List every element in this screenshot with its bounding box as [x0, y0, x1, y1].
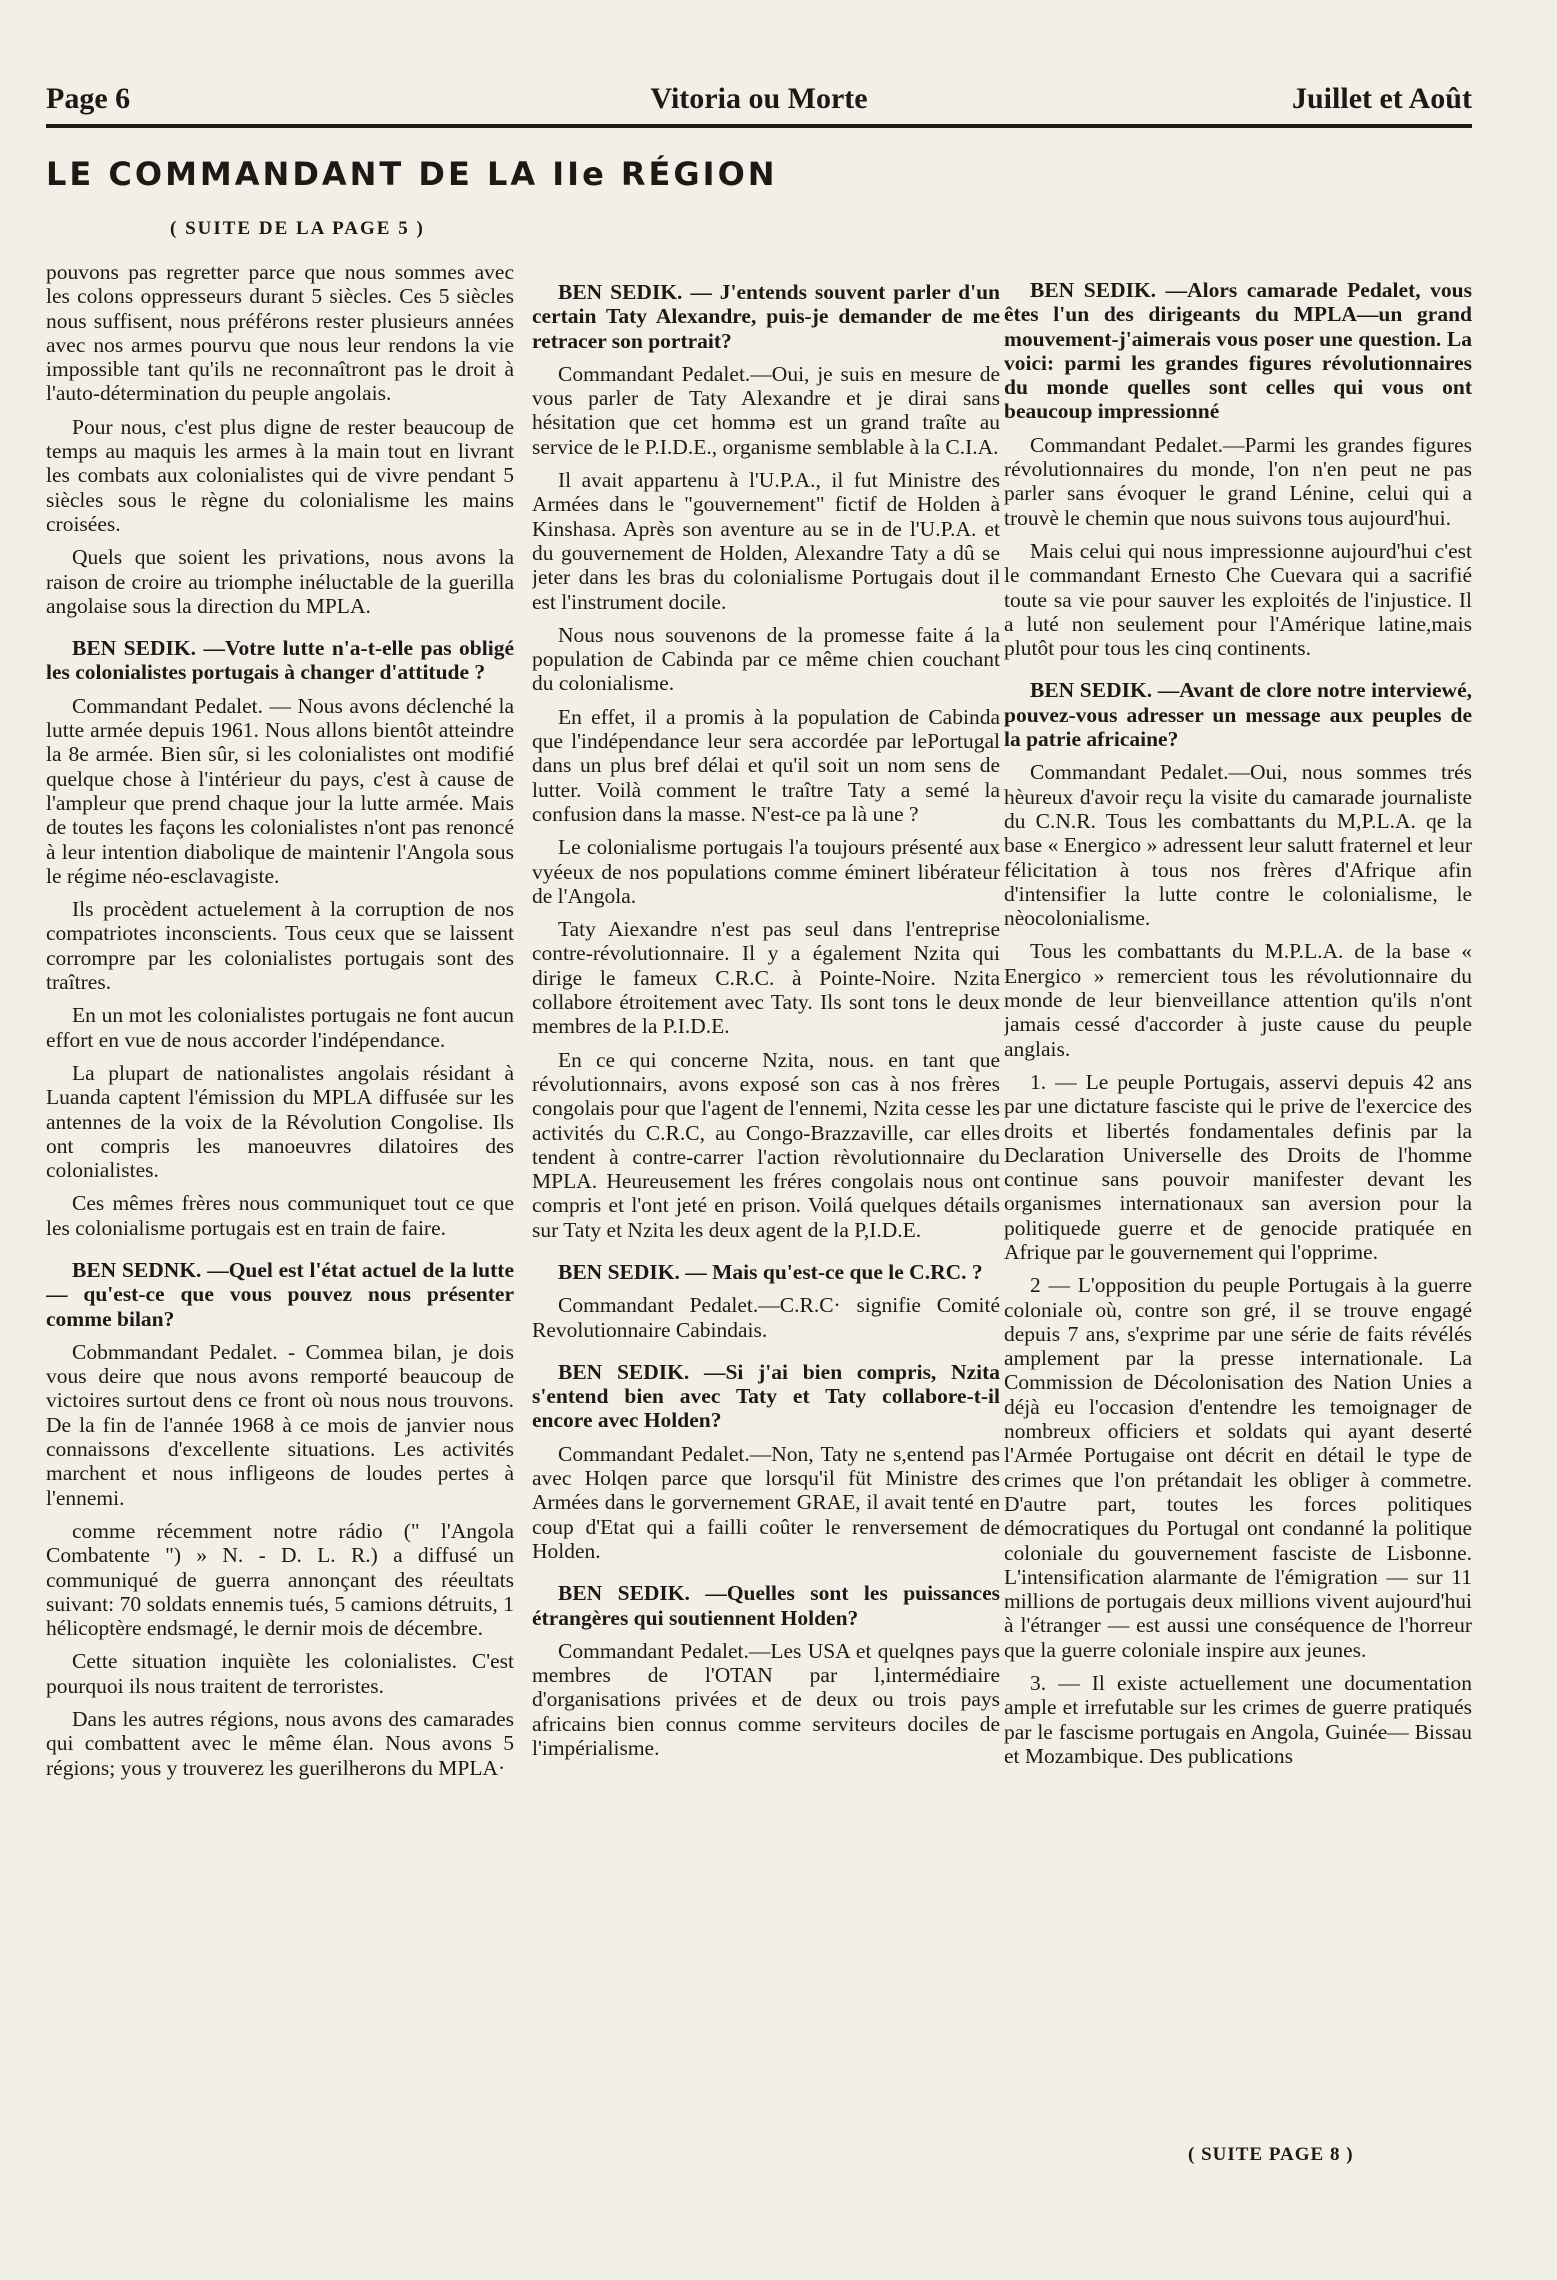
- page-header: [46, 82, 1472, 122]
- article-paragraph: En ce qui concerne Nzita, nous. en tant que révolutionnairs, avons exposé son cas à nos frères congolais pour que l'agent de l'ennemi, Nzita cesse les activités du C.R.C, au Congo-Brazzaville, car elles tendent à contre-carrer l'action rèvolutionnaire du MPLA. Heureusement les fréres congolais nous ont compris et l'ont jeté en prison. Voilá quelques détails sur Taty et Nzita les deux agent de la P,I.D.E.: [532, 1047, 1000, 1242]
- article-paragraph: Ils procèdent actuelement à la corruption de nos compatriotes inconscients. Tous ceux que se laissent corrompre par les colonialistes portugais sont des traîtres.: [46, 897, 514, 995]
- article-paragraph: Dans les autres régions, nous avons des camarades qui combattent avec le même élan. Nous avons 5 régions; yous y trouverez les guerilherons du MPLA·: [46, 1707, 514, 1780]
- article-title: LE COMMANDANT DE LA IIe RÉGION: [46, 155, 778, 193]
- article-paragraph: La plupart de nationalistes angolais résidant à Luanda captent l'émission du MPLA diffusée sur les antennes de la voix de la Révolution Congolise. Ils ont compris les manoeuvres dilatoires des colonialistes.: [46, 1060, 514, 1183]
- question-text: — J'entends souvent parler d'un certain Taty Alexandre, puis-je demander de me retracer son portrait?: [532, 280, 1000, 353]
- page-number: Page 6: [46, 82, 131, 115]
- continued-from-note: ( SUITE DE LA PAGE 5 ): [170, 218, 425, 239]
- column-3: [1004, 260, 1472, 2220]
- article-paragraph: comme récemment notre rádio (" l'Angola Combatente ") » N. - D. L. R.) a diffusé un communiqué de guerra annonçant des réeultats suivant: 70 soldats ennemis tués, 5 camions détruits, 1 hélicoptère endsmagé, le dernir mois de décembre.: [46, 1518, 514, 1641]
- speaker-name: BEN SEDIK.: [1030, 678, 1153, 703]
- article-paragraph: Commandant Pedalet.—Oui, nous sommes trés hèureux d'avoir reçu la visite du camarade journaliste du C.N.R. Tous les combattants du M,P.L.A. qe la base « Energico » adressent leur salutt fraternel et leur félicitation à tous nos frères d'Afrique afin d'intensifier la lutte contre le colonialisme, le nèocolonialisme.: [1004, 760, 1472, 931]
- article-paragraph: Nous nous souvenons de la promesse faite á la population de Cabinda par ce même chien couchant du colonialisme.: [532, 622, 1000, 696]
- interview-question: [1004, 278, 1472, 424]
- article-paragraph: Commandant Pedalet. — Nous avons déclenché la lutte armée depuis 1961. Nous allons bientôt atteindre la 8e armée. Bien sûr, si les colonialistes ont modifié quelque chose à l'intérieur du pays, c'est à cause de l'ampleur que prend chaque jour la lutte armée. Mais de toutes les façons les colonialistes n'ont pas renoncé à leur intention diabolique de maintenir l'Angola sous le régime néo-esclavagiste.: [46, 693, 514, 888]
- question-text: —Si j'ai bien compris, Nzita s'entend bien avec Taty et Taty collabore-t-il encore avec Holden?: [532, 1359, 1000, 1433]
- question-text: —Avant de clore notre interviewé, pouvez-vous adresser un message aux peuples de la patrie africaine?: [1004, 678, 1472, 752]
- interview-question: [1004, 678, 1472, 751]
- speaker-name: BEN SEDIK.: [558, 1581, 690, 1606]
- article-paragraph: Commandant Pedalet.—Non, Taty ne s,entend pas avec Holqen parce que lorsqu'il füt Ministre des Armées dans le gorvernement GRAE, il avait tenté en coup d'Etat qui a failli coûter le renversement de Holden.: [532, 1441, 1000, 1563]
- question-text: —Alors camarade Pedalet, vous êtes l'un des dirigeants du MPLA—un grand mouvement-j'aimerais vous poser une question. La voici: parmi les grandes figures révolutionnaires du monde quelles sont celles qui vous ont beaucoup impressionné: [1004, 278, 1472, 424]
- question-text: —Quel est l'état actuel de la lutte — qu'est-ce que vous pouvez nous présenter comme bilan?: [46, 1257, 514, 1331]
- publication-name: Vitoria ou Morte: [650, 82, 868, 115]
- speaker-name: BEN SEDIK.: [72, 636, 196, 661]
- article-paragraph: Il avait appartenu à l'U.P.A., il fut Ministre des Armées dans le "gouvernement" fictif de Holden à Kinshasa. Après son aventure au se in de l'U.P.A. et du gouvernement de Holden, Alexandre Taty a dû se jeter dans les bras du colonialisme Portugais dout il est l'instrument docile.: [532, 468, 1000, 614]
- issue-date: Juillet et Août: [1292, 82, 1472, 115]
- article-paragraph: Ces mêmes frères nous communiquet tout ce que les colonialisme portugais est en train de faire.: [46, 1191, 514, 1240]
- question-text: —Quelles sont les puissances étrangères qui soutiennent Holden?: [532, 1581, 1000, 1630]
- speaker-name: BEN SEDNK.: [72, 1257, 202, 1282]
- article-paragraph: En effet, il a promis à la population de Cabinda que l'indépendance leur sera accordée par lePortugal dans un plus bref délai et qu'il soit un nom sens de lutter. Voilà comment le traître Taty a semé la confusion dans la masse. N'est-ce pa là une ?: [532, 704, 1000, 826]
- header-rule: [46, 124, 1472, 128]
- article-paragraph: pouvons pas regretter parce que nous sommes avec les colons oppresseurs durant 5 siècles. Ces 5 siècles nous suffisent, nous préférons rester plusieurs années avec nos armes pourvu que nous leur rendons la vie impossible tant qu'ils ne reconnaîtront pas le droit à l'auto-détermination du peuple angolais.: [46, 260, 514, 406]
- article-paragraph: Commandant Pedalet.—Parmi les grandes figures révolutionnaires du monde, l'on n'en peut ne pas parler sans évoquer le grand Lénine, celui qui a trouvè le chemin que nous suivons tous aujourd'hui.: [1004, 432, 1472, 530]
- interview-question: [532, 280, 1000, 353]
- speaker-name: BEN SEDIK.: [558, 280, 683, 304]
- column-2: [532, 262, 1000, 2222]
- speaker-name: BEN SEDIK.: [558, 1259, 680, 1284]
- article-paragraph: Cette situation inquiète les colonialistes. C'est pourquoi ils nous traitent de terroristes.: [46, 1649, 514, 1698]
- article-paragraph: Mais celui qui nous impressionne aujourd'hui c'est le commandant Ernesto Che Cuevara qui a sacrifié toute sa vie pour sauver les exploités de l'injustice. Il a luté non seulement pour l'Amérique latine,mais plutôt pour tous les cinq continents.: [1004, 538, 1472, 661]
- question-text: —Votre lutte n'a-t-elle pas obligé les colonialistes portugais à changer d'attitude ?: [46, 636, 514, 685]
- article-paragraph: Commandant Pedalet.—Les USA et quelqnes pays membres de l'OTAN par l,intermédiaire d'organisations privées et de deux ou trois pays africains bien connus comme serviteurs dociles de l'impérialisme.: [532, 1638, 1000, 1761]
- article-paragraph: 3. — Il existe actuellement une documentation ample et irrefutable sur les crimes de guerre pratiqués par le fascisme portugais en Angola, Guinée— Bissau et Mozambique. Des publications: [1004, 1671, 1472, 1768]
- article-paragraph: Le colonialisme portugais l'a toujours présenté aux vyéeux de nos populations comme éminert libérateur de l'Angola.: [532, 835, 1000, 908]
- article-paragraph: Pour nous, c'est plus digne de rester beaucoup de temps au maquis les armes à la main tout en livrant les combats aux colonialistes qui de vivre pendant 5 siècles sous le règne du colonialisme les mains croisées.: [46, 414, 514, 536]
- interview-question: [532, 1360, 1000, 1433]
- speaker-name: BEN SEDIK.: [1030, 278, 1157, 302]
- interview-question: [532, 1260, 1000, 1284]
- article-paragraph: Commandant Pedalet.—C.R.C· signifie Comité Revolutionnaire Cabindais.: [532, 1293, 1000, 1342]
- article-paragraph: Tous les combattants du M.P.L.A. de la base « Energico » remercient tous les révolutionnaire du monde de leur bienveillance attention qu'ils n'ont jamais cessé d'accorder à juste cause du peuple anglais.: [1004, 939, 1472, 1061]
- question-text: — Mais qu'est-ce que le C.RC. ?: [685, 1259, 983, 1284]
- interview-question: [532, 1581, 1000, 1630]
- article-paragraph: 1. — Le peuple Portugais, asservi depuis 42 ans par une dictature fasciste qui le prive de l'exercice des droits et libertés fondamentales definis par la Declaration Universelle des Droits de l'homme continue sans pouvoir manifester devant les organismes internationaux san aversion pour la politiquede guerre et de genocide pratiquée en Afrique par le gouvernement qui l'opprime.: [1004, 1069, 1472, 1264]
- interview-question: [46, 636, 514, 685]
- article-paragraph: Commandant Pedalet.—Oui, je suis en mesure de vous parler de Taty Alexandre et je dirai sans hésitation que cet hommə est un grand traîte au service de le P.I.D.E., organisme semblable à la C.I.A.: [532, 361, 1000, 459]
- speaker-name: BEN SEDIK.: [558, 1359, 690, 1384]
- interview-question: [46, 1258, 514, 1331]
- article-paragraph: Quels que soient les privations, nous avons la raison de croire au triomphe inéluctable de la guerilla angolaise sous la direction du MPLA.: [46, 545, 514, 618]
- article-paragraph: Taty Aiexandre n'est pas seul dans l'entreprise contre-révolutionnaire. Il y a également Nzita qui dirige le fameux C.R.C. à Pointe-Noire. Nzita collabore étroitement avec Taty. Ils sont tons le deux membres de la P.I.D.E.: [532, 917, 1000, 1039]
- article-paragraph: Cobmmandant Pedalet. - Commea bilan, je dois vous deire que nous avons remporté beaucoup de victoires surtout dens ce front où nous nous trouvons. De la fin de l'année 1968 à ce mois de janvier nous connaissons d'excellente situations. Les activités marchent et nous infligeons de loudes pertes à l'ennemi.: [46, 1339, 514, 1510]
- column-1: [46, 260, 514, 2220]
- article-paragraph: 2 — L'opposition du peuple Portugais à la guerre coloniale où, contre son gré, il se trouve engagé depuis 7 ans, s'exprime par une série de faits révélés amplement par la presse internationale. La Commission de Décolonisation des Nation Unies a déjà eu l'occasion d'entendre les temoignager de nombreux officiers et soldats qui ayant deserté l'Armée Portugaise ont décrit en détail le type de crimes que l'on prétandait les obliger à commetre. D'autre part, toutes les forces politiques démocratiques du Portugal ont condanné la politique coloniale du gouvernement fasciste de Lisbonne. L'intensification alarmante de l'émigration — sur 11 millions de portugais deux millions vivent aujourd'hui à l'étranger — est aussi une conséquence de l'horreur que la guerre coloniale inspire aux jeunes.: [1004, 1273, 1472, 1662]
- article-paragraph: En un mot les colonialistes portugais ne font aucun effort en vue de nous accorder l'indépendance.: [46, 1003, 514, 1052]
- continued-to-note: ( SUITE PAGE 8 ): [1188, 2144, 1354, 2165]
